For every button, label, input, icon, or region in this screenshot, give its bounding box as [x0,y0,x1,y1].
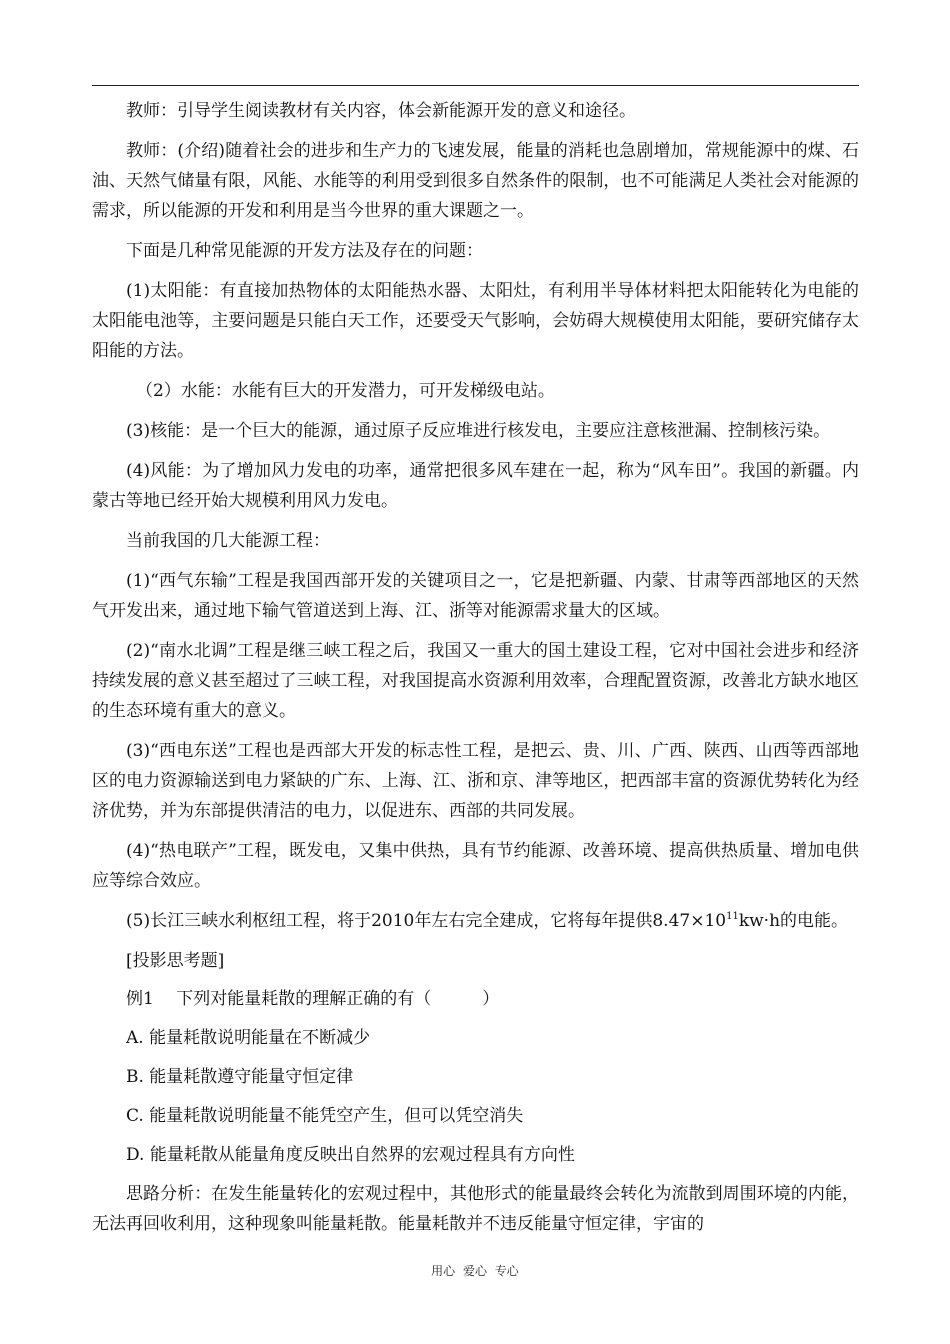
paragraph-west-east-gas: (1)“西气东输”工程是我国西部开发的关键项目之一，它是把新疆、内蒙、甘肃等西部地区的天然气开发出来，通过地下输气管道送到上海、江、浙等对能源需求量大的区域。 [92,571,859,621]
paragraph-cogeneration: (4)“热电联产”工程，既发电，又集中供热，具有节约能源、改善环境、提高供热质量、增加电供应等综合效应。 [92,841,859,891]
paragraph-teacher-intro: 教师：(介绍)随着社会的进步和生产力的飞速发展，能量的消耗也急剧增加，常规能源中的煤、石油、天然气储量有限，风能、水能等的利用受到很多自然条件的限制，也不可能满足人类社会对能源的需求，所以能源的开发和利用是当今世界的重大课题之一。 [92,141,859,221]
document-body [92,96,859,1249]
paragraph-west-east-power: (3)“西电东送”工程也是西部大开发的标志性工程，是把云、贵、川、广西、陕西、山西等西部地区的电力资源输送到电力紧缺的广东、上海、江、浙和京、津等地区，把西部丰富的资源优势转化为经济优势，并为东部提供清洁的电力，以促进东、西部的共同发展。 [92,741,859,821]
paragraph-hydro-energy: （2）水能：水能有巨大的开发潜力，可开发梯级电站。 [136,381,555,401]
option-c: C. 能量耗散说明能量不能凭空产生，但可以凭空消失 [126,1106,524,1126]
paragraph-energy-projects-heading: 当前我国的几大能源工程： [126,531,330,551]
paragraph-south-north-water: (2)“南水北调”工程是继三峡工程之后，我国又一重大的国土建设工程，它对中国社会进步和经济持续发展的意义甚至超过了三峡工程，对我国提高水资源利用效率，合理配置资源，改善北方缺水地区的生态环境有重大的意义。 [92,641,859,721]
option-d: D. 能量耗散从能量角度反映出自然界的宏观过程具有方向性 [126,1145,575,1165]
example-question: 例1 下列对能量耗散的理解正确的有（ ） [126,989,500,1009]
three-gorges-text-after: kw·h的电能。 [738,911,849,931]
paragraph-nuclear-energy: (3)核能：是一个巨大的能源，通过原子反应堆进行核发电，主要应注意核泄漏、控制核污染。 [126,421,831,441]
paragraph-teacher-guide: 教师：引导学生阅读教材有关内容，体会新能源开发的意义和途径。 [126,101,636,121]
paragraph-wind-energy: (4)风能：为了增加风力发电的功率，通常把很多风车建在一起，称为“风车田”。我国的新疆。内蒙古等地已经开始大规模利用风力发电。 [92,461,859,511]
paragraph-solar-energy: (1)太阳能：有直接加热物体的太阳能热水器、太阳灶，有利用半导体材料把太阳能转化为电能的太阳能电池等，主要问题是只能白天工作，还要受天气影响，会妨碍大规模使用太阳能，要研究储存太阳能的方法。 [92,281,859,361]
exponent: 11 [726,911,739,922]
paragraph-three-gorges [92,906,859,936]
option-b: B. 能量耗散遵守能量守恒定律 [126,1067,354,1087]
paragraph-energy-methods-heading: 下面是几种常见能源的开发方法及存在的问题： [126,241,483,261]
page-footer: 用心 爱心 专心 [431,1264,519,1278]
three-gorges-text-before: (5)长江三峡水利枢纽工程，将于2010年左右完全建成，它将每年提供8.47×10 [126,911,727,931]
option-a: A. 能量耗散说明能量在不断减少 [126,1028,371,1048]
header-rule [92,85,859,86]
paragraph-analysis: 思路分析：在发生能量转化的宏观过程中，其他形式的能量最终会转化为流散到周围环境的内能，无法再回收利用，这种现象叫能量耗散。能量耗散并不违反能量守恒定律，宇宙的 [92,1184,859,1234]
section-title: [投影思考题] [126,951,225,971]
